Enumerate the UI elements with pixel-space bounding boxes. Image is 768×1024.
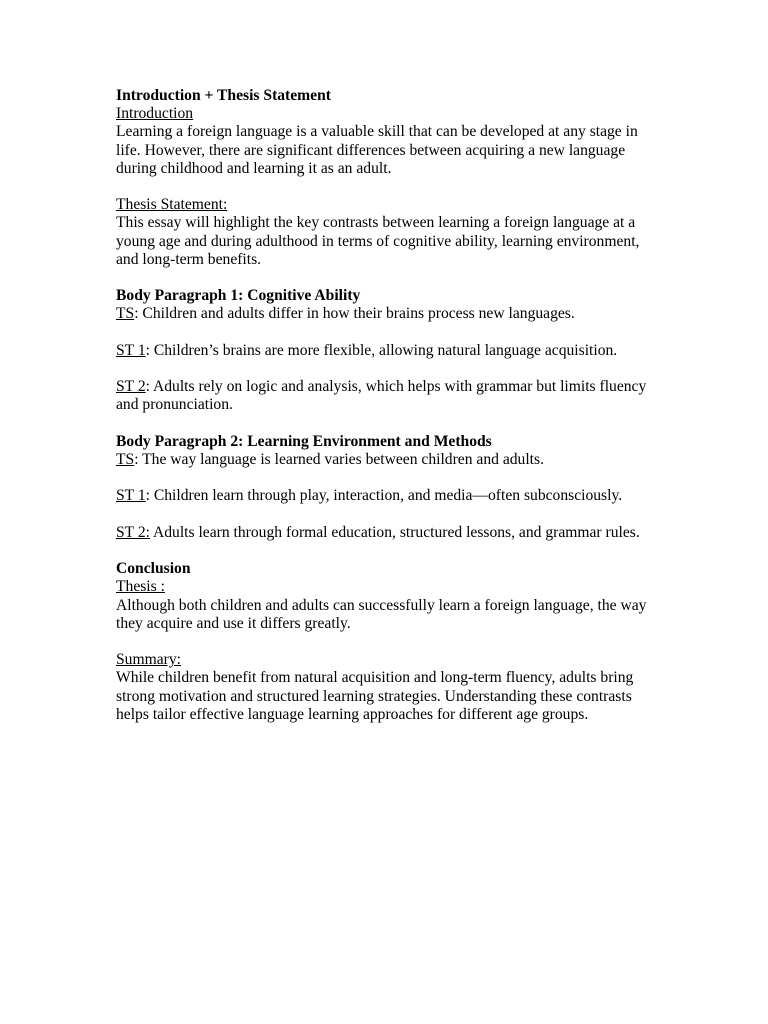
- summary-paragraph: While children benefit from natural acquisition and long-term fluency, adults bring strong motivation and structured learning strategies. Understanding these contrasts helps tailor effective language learning approaches for different age groups.: [116, 669, 634, 723]
- summary-label: Summary:: [116, 651, 181, 669]
- spacer: [116, 469, 656, 487]
- st2-label: ST 2:: [116, 523, 150, 541]
- body1-heading: Body Paragraph 1: Cognitive Ability: [116, 287, 361, 305]
- st2-text: : Adults rely on logic and analysis, which helps with grammar but limits fluency and pronunciation.: [116, 378, 647, 414]
- ts-text: : Children and adults differ in how their brains process new languages.: [134, 305, 575, 323]
- spacer: [116, 324, 656, 342]
- intro-paragraph: Learning a foreign language is a valuable skill that can be developed at any stage in life. However, there are significant differences between acquiring a new language during childhood and learning it as an adult.: [116, 123, 638, 177]
- thesis-paragraph: This essay will highlight the key contrasts between learning a foreign language at a young age and during adulthood in terms of cognitive ability, learning environment, and long-term benefits.: [116, 214, 640, 268]
- intro-label: Introduction: [116, 105, 194, 123]
- spacer: [116, 360, 656, 378]
- conclusion-thesis-paragraph: Although both children and adults can successfully learn a foreign language, the way they acquire and use it differs greatly.: [116, 596, 647, 632]
- spacer: [116, 415, 656, 433]
- st1-text: : Children’s brains are more flexible, allowing natural language acquisition.: [145, 341, 618, 359]
- body1-support-2: [116, 378, 656, 414]
- thesis-label: Thesis Statement:: [116, 196, 228, 214]
- conclusion-heading: Conclusion: [116, 560, 191, 578]
- spacer: [116, 506, 656, 524]
- spacer: [116, 633, 656, 651]
- body2-support-1: [116, 487, 656, 505]
- body2-support-2: [116, 524, 656, 542]
- st1-text: : Children learn through play, interaction, and media—often subconsciously.: [145, 487, 623, 505]
- st1-label: ST 1: [116, 487, 146, 505]
- spacer: [116, 269, 656, 287]
- body2-heading: Body Paragraph 2: Learning Environment and Methods: [116, 432, 492, 450]
- ts-label: TS: [116, 450, 135, 468]
- body1-topic-sentence: [116, 305, 656, 323]
- body1-support-1: [116, 342, 656, 360]
- conclusion-thesis-label: Thesis :: [116, 578, 165, 596]
- intro-heading: Introduction + Thesis Statement: [116, 87, 331, 104]
- ts-text: : The way language is learned varies between children and adults.: [134, 450, 544, 468]
- st2-label: ST 2: [116, 378, 146, 396]
- st2-text: Adults learn through formal education, structured lessons, and grammar rules.: [149, 523, 640, 541]
- spacer: [116, 542, 656, 560]
- st1-label: ST 1: [116, 341, 146, 359]
- spacer: [116, 178, 656, 196]
- body2-topic-sentence: [116, 451, 656, 469]
- document-page: [116, 87, 656, 724]
- ts-label: TS: [116, 305, 135, 323]
